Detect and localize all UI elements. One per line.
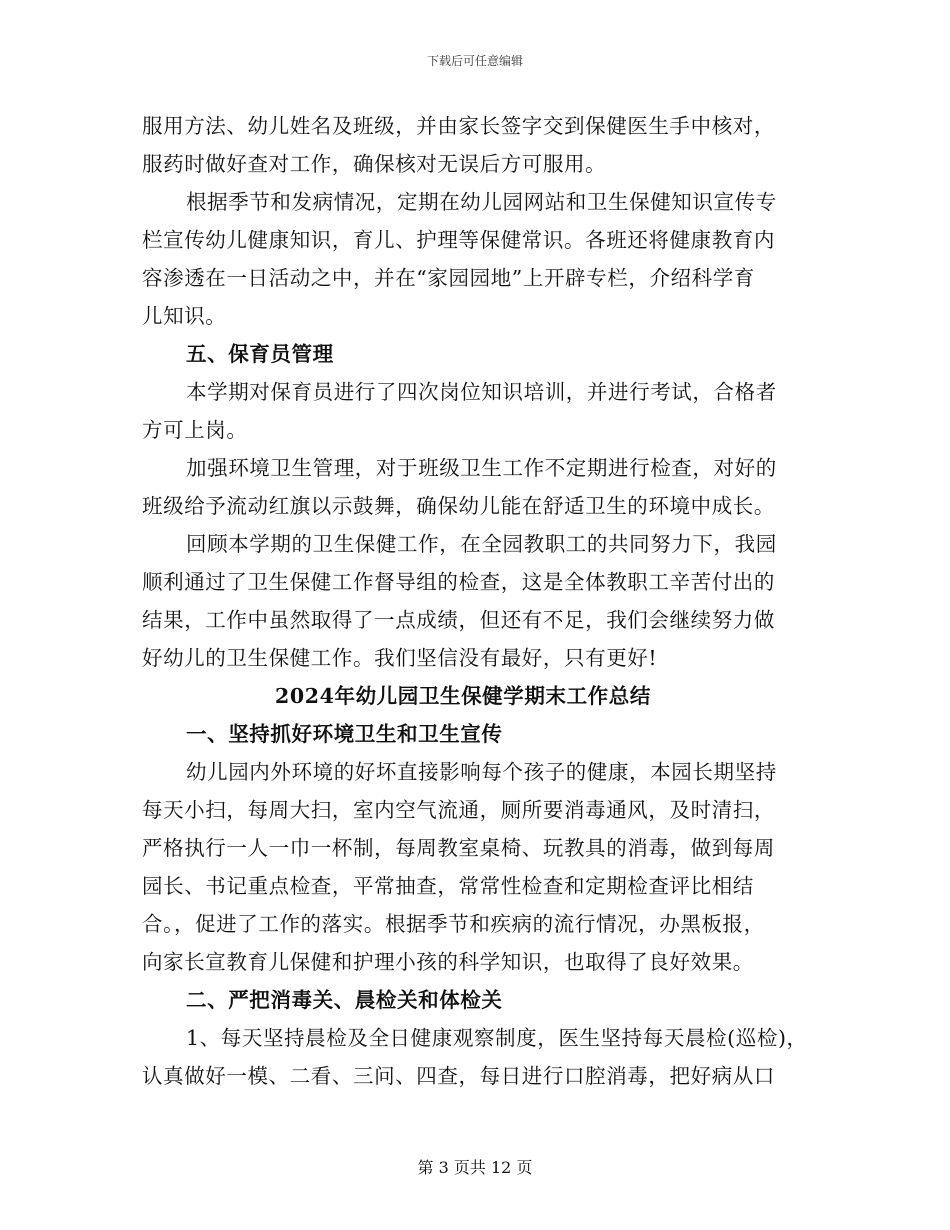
paragraph-line: 顺利通过了卫生保健工作督导组的检查，这是全体教职工辛苦付出的 [142, 570, 775, 594]
paragraph-line: 好幼儿的卫生保健工作。我们坚信没有最好，只有更好! [142, 646, 658, 670]
paragraph-line: 幼儿园内外环境的好坏直接影响每个孩子的健康，本园长期坚持 [186, 760, 777, 784]
section-heading: 二、严把消毒关、晨检关和体检关 [186, 988, 503, 1012]
paragraph-line: 合。，促进了工作的落实。根据季节和疾病的流行情况，办黑板报， [142, 912, 765, 936]
page-footer: 第 3 页共 12 页 [417, 1158, 533, 1177]
paragraph-line: 班级给予流动红旗以示鼓舞，确保幼儿能在舒适卫生的环境中成长。 [142, 494, 775, 518]
paragraph-line: 向家长宣教育儿保健和护理小孩的科学知识，也取得了良好效果。 [142, 950, 754, 974]
paragraph-line: 方可上岗。 [142, 418, 248, 442]
paragraph-line: 加强环境卫生管理，对于班级卫生工作不定期进行检查，对好的 [186, 456, 777, 480]
paragraph-line: 本学期对保育员进行了四次岗位知识培训，并进行考试，合格者 [186, 380, 777, 404]
document-title: 2024年幼儿园卫生保健学期末工作总结 [275, 684, 651, 708]
paragraph-line: 栏宣传幼儿健康知识，育儿、护理等保健常识。各班还将健康教育内 [142, 228, 775, 252]
paragraph-line: 认真做好一模、二看、三问、四查，每日进行口腔消毒，把好病从口 [142, 1064, 775, 1088]
paragraph-line: 根据季节和发病情况，定期在幼儿园网站和卫生保健知识宣传专 [186, 190, 777, 214]
section-heading: 一、坚持抓好环境卫生和卫生宣传 [186, 722, 503, 746]
paragraph-line: 每天小扫，每周大扫，室内空气流通，厕所要消毒通风，及时清扫， [142, 798, 775, 822]
page-header: 下载后可任意编辑 [426, 54, 523, 68]
paragraph-line: 回顾本学期的卫生保健工作，在全园教职工的共同努力下，我园 [186, 532, 777, 556]
paragraph-line: 服用方法、幼儿姓名及班级，并由家长签字交到保健医生手中核对， [142, 114, 775, 138]
paragraph-line: 儿知识。 [142, 304, 227, 328]
paragraph-line: 结果，工作中虽然取得了一点成绩，但还有不足，我们会继续努力做 [142, 608, 775, 632]
paragraph-line: 容渗透在一日活动之中，并在“家园园地”上开辟专栏，介绍科学育 [142, 266, 755, 290]
paragraph-line: 1、每天坚持晨检及全日健康观察制度，医生坚持每天晨检(巡检)， [186, 1026, 808, 1050]
section-heading: 五、保育员管理 [186, 342, 334, 366]
paragraph-line: 严格执行一人一巾一杯制，每周教室桌椅、玩教具的消毒，做到每周 [142, 836, 775, 860]
document-body [142, 107, 814, 1095]
paragraph-line: 园长、书记重点检查，平常抽查，常常性检查和定期检查评比相结 [142, 874, 754, 898]
paragraph-line: 服药时做好查对工作，确保核对无误后方可服用。 [142, 152, 607, 176]
